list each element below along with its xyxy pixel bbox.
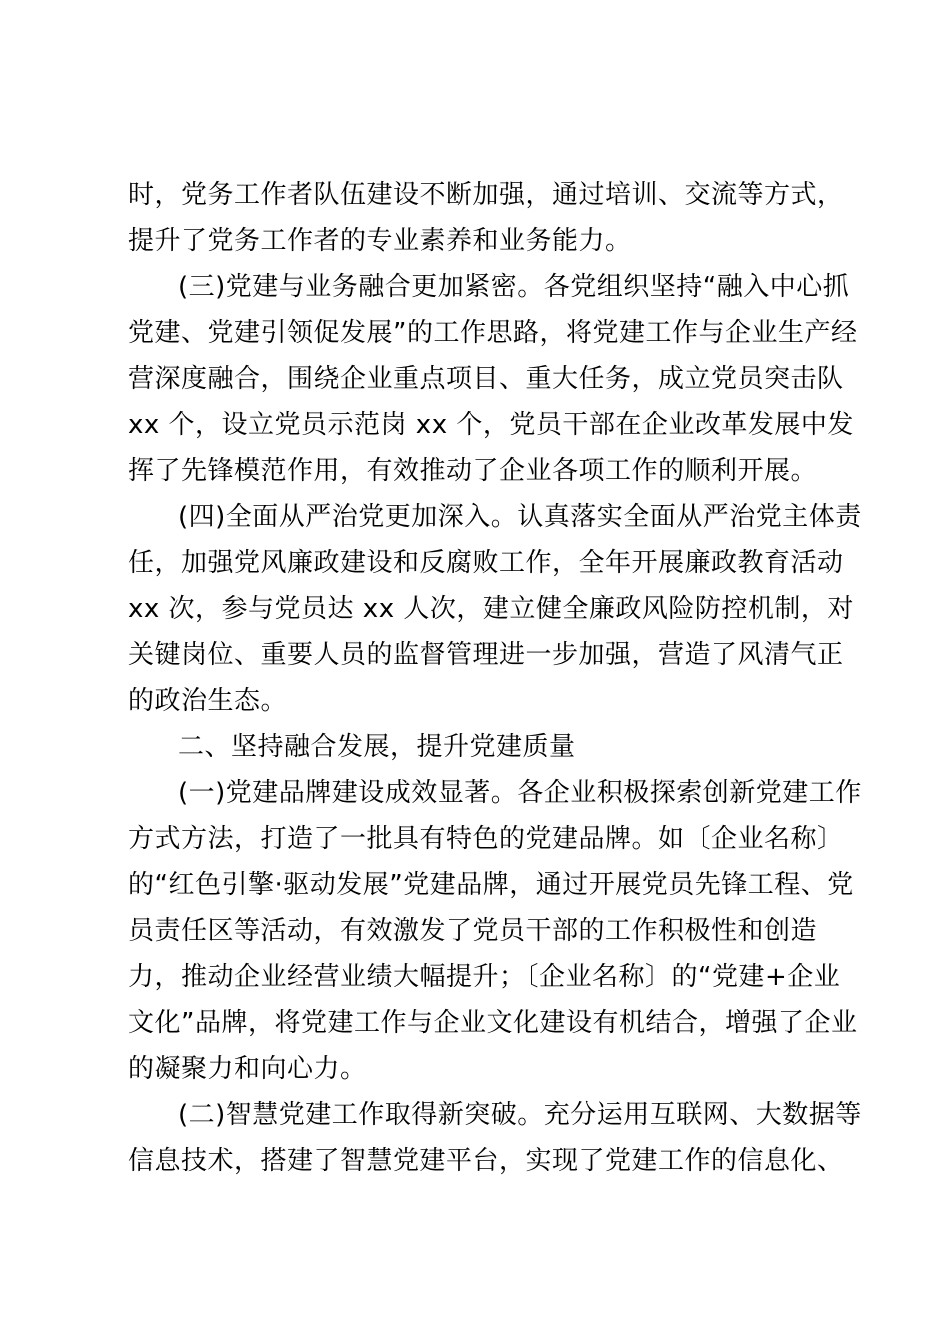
chapter-2-heading: 二、坚持融合发展，提升党建质量 <box>178 732 576 762</box>
text-line-4: 党建、党建引领促发展”的工作思路，将党建工作与企业生产经 <box>128 318 858 348</box>
text-line-20: 的凝聚力和向心力。 <box>128 1054 367 1084</box>
text-line-1: 时，党务工作者队伍建设不断加强，通过培训、交流等方式， <box>128 180 844 210</box>
text-line-5: 营深度融合，围绕企业重点项目、重大任务，成立党员突击队 <box>128 364 844 394</box>
text-line-12: 的政治生态。 <box>128 686 288 716</box>
text-line-6: xx 个，设立党员示范岗 xx 个，党员干部在企业改革发展中发 <box>128 410 854 440</box>
section-1-heading-line: (一)党建品牌建设成效显著。各企业积极探索创新党建工作 <box>178 778 862 808</box>
section-2-heading-line: (二)智慧党建工作取得新突破。充分运用互联网、大数据等 <box>178 1100 862 1130</box>
text-line-10: xx 次，参与党员达 xx 人次，建立健全廉政风险防控机制，对 <box>128 594 854 624</box>
text-line-2: 提升了党务工作者的专业素养和业务能力。 <box>128 226 632 256</box>
text-line-19: 文化”品牌，将党建工作与企业文化建设有机结合，增强了企业 <box>128 1008 858 1038</box>
section-3-heading-line: (三)党建与业务融合更加紧密。各党组织坚持“融入中心抓 <box>178 272 850 302</box>
text-line-11: 关键岗位、重要人员的监督管理进一步加强，营造了风清气正 <box>128 640 844 670</box>
text-line-18: 力，推动企业经营业绩大幅提升；〔企业名称〕的“党建+企业 <box>128 962 841 992</box>
section-4-heading-line: (四)全面从严治党更加深入。认真落实全面从严治党主体责 <box>178 502 862 532</box>
text-line-16: 的“红色引擎·驱动发展”党建品牌，通过开展党员先锋工程、党 <box>128 870 854 900</box>
text-line-22: 信息技术，搭建了智慧党建平台，实现了党建工作的信息化、 <box>128 1146 844 1176</box>
text-line-17: 员责任区等活动，有效激发了党员干部的工作积极性和创造 <box>128 916 818 946</box>
text-line-7: 挥了先锋模范作用，有效推动了企业各项工作的顺利开展。 <box>128 456 818 486</box>
text-line-15: 方式方法，打造了一批具有特色的党建品牌。如〔企业名称〕 <box>128 824 844 854</box>
text-line-9: 任，加强党风廉政建设和反腐败工作，全年开展廉政教育活动 <box>128 548 844 578</box>
